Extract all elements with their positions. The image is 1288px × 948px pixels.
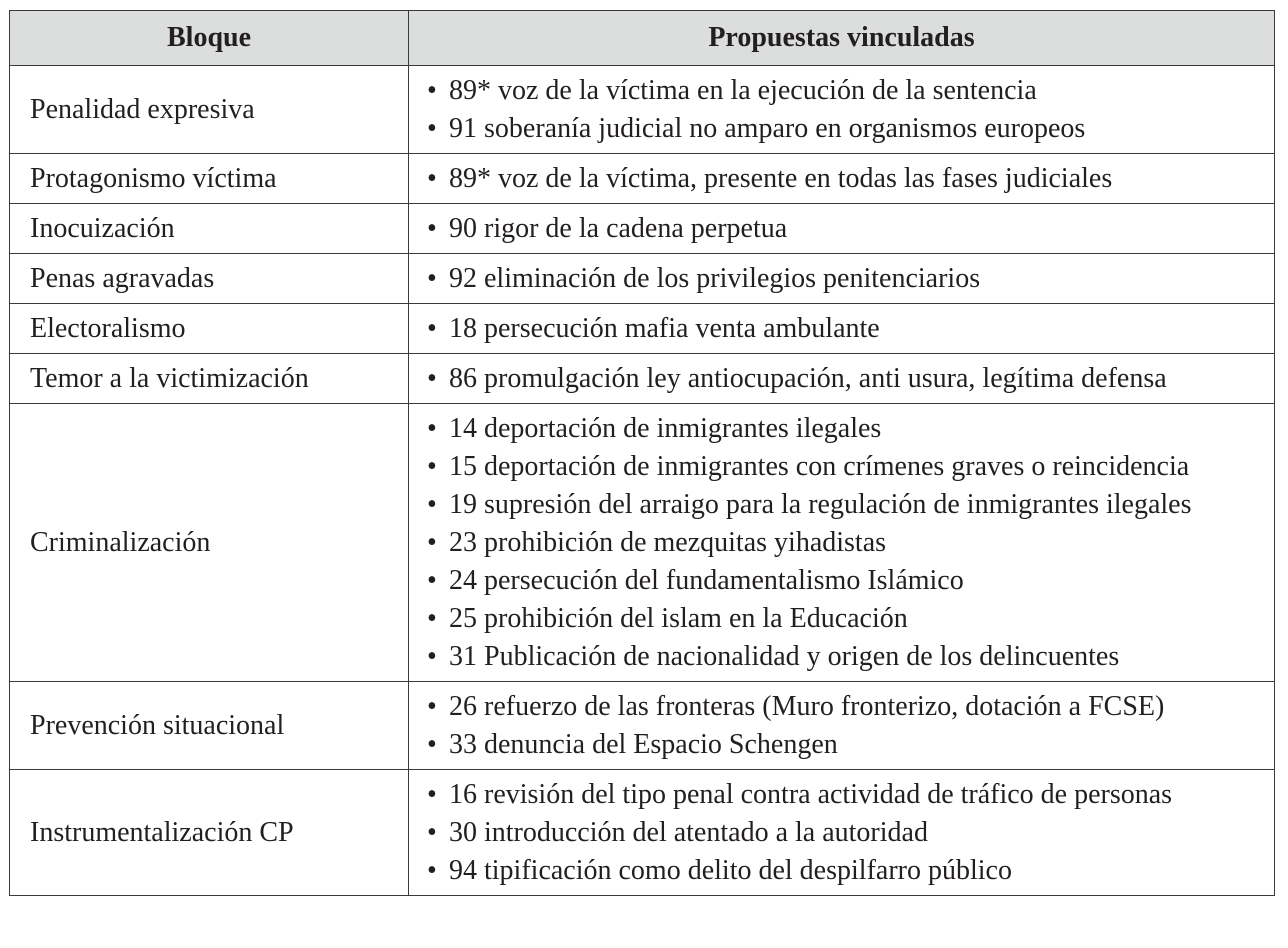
propuestas-list bbox=[427, 410, 1274, 676]
bullet-icon: • bbox=[427, 779, 437, 810]
propuestas-cell bbox=[409, 354, 1275, 404]
table-body bbox=[10, 66, 1275, 896]
bullet-icon: • bbox=[427, 363, 437, 394]
propuesta-text: 90 rigor de la cadena perpetua bbox=[449, 213, 788, 244]
bloque-cell: Penalidad expresiva bbox=[10, 66, 409, 154]
table-row bbox=[10, 204, 1275, 254]
bullet-icon: • bbox=[427, 489, 437, 520]
propuesta-text: 33 denuncia del Espacio Schengen bbox=[449, 729, 838, 760]
table-row bbox=[10, 304, 1275, 354]
propuesta-text: 91 soberanía judicial no amparo en organismos europeos bbox=[449, 113, 1086, 144]
propuestas-cell bbox=[409, 304, 1275, 354]
propuestas-cell bbox=[409, 204, 1275, 254]
bullet-icon: • bbox=[427, 113, 437, 144]
list-item bbox=[427, 486, 1274, 524]
propuesta-text: 25 prohibición del islam en la Educación bbox=[449, 603, 908, 634]
propuestas-list bbox=[427, 776, 1274, 890]
list-item bbox=[427, 72, 1274, 110]
list-item bbox=[427, 638, 1274, 676]
propuestas-cell bbox=[409, 404, 1275, 682]
propuesta-text: 86 promulgación ley antiocupación, anti usura, legítima defensa bbox=[449, 363, 1167, 394]
propuesta-text: 24 persecución del fundamentalismo Islámico bbox=[449, 565, 964, 596]
table-row bbox=[10, 66, 1275, 154]
bullet-icon: • bbox=[427, 527, 437, 558]
propuesta-text: 16 revisión del tipo penal contra actividad de tráfico de personas bbox=[449, 779, 1173, 810]
bullet-icon: • bbox=[427, 817, 437, 848]
table-row bbox=[10, 354, 1275, 404]
list-item bbox=[427, 448, 1274, 486]
bloque-cell: Inocuización bbox=[10, 204, 409, 254]
bullet-icon: • bbox=[427, 163, 437, 194]
propuesta-text: 30 introducción del atentado a la autoridad bbox=[449, 817, 928, 848]
bloque-cell: Instrumentalización CP bbox=[10, 770, 409, 896]
table-row bbox=[10, 770, 1275, 896]
list-item bbox=[427, 814, 1274, 852]
table-row bbox=[10, 404, 1275, 682]
bullet-icon: • bbox=[427, 213, 437, 244]
bloque-cell: Protagonismo víctima bbox=[10, 154, 409, 204]
propuesta-text: 31 Publicación de nacionalidad y origen de los delincuentes bbox=[449, 641, 1120, 672]
list-item bbox=[427, 410, 1274, 448]
bullet-icon: • bbox=[427, 451, 437, 482]
policy-table bbox=[9, 10, 1275, 896]
propuestas-cell bbox=[409, 770, 1275, 896]
bullet-icon: • bbox=[427, 413, 437, 444]
header-propuestas: Propuestas vinculadas bbox=[409, 11, 1275, 66]
bullet-icon: • bbox=[427, 729, 437, 760]
list-item bbox=[427, 260, 1274, 298]
propuestas-list bbox=[427, 360, 1274, 398]
propuestas-list bbox=[427, 160, 1274, 198]
table-row bbox=[10, 682, 1275, 770]
propuestas-list bbox=[427, 260, 1274, 298]
bullet-icon: • bbox=[427, 313, 437, 344]
list-item bbox=[427, 360, 1274, 398]
table-row bbox=[10, 254, 1275, 304]
propuesta-text: 23 prohibición de mezquitas yihadistas bbox=[449, 527, 887, 558]
propuestas-list bbox=[427, 310, 1274, 348]
bullet-icon: • bbox=[427, 263, 437, 294]
list-item bbox=[427, 310, 1274, 348]
propuestas-list bbox=[427, 72, 1274, 148]
bullet-icon: • bbox=[427, 641, 437, 672]
bullet-icon: • bbox=[427, 855, 437, 886]
propuesta-text: 89* voz de la víctima, presente en todas las fases judiciales bbox=[449, 163, 1113, 194]
bloque-cell: Prevención situacional bbox=[10, 682, 409, 770]
list-item bbox=[427, 160, 1274, 198]
header-row bbox=[10, 11, 1275, 66]
list-item bbox=[427, 110, 1274, 148]
bullet-icon: • bbox=[427, 603, 437, 634]
propuestas-cell bbox=[409, 154, 1275, 204]
list-item bbox=[427, 562, 1274, 600]
propuesta-text: 18 persecución mafia venta ambulante bbox=[449, 313, 880, 344]
propuesta-text: 92 eliminación de los privilegios penitenciarios bbox=[449, 263, 981, 294]
propuesta-text: 26 refuerzo de las fronteras (Muro fronterizo, dotación a FCSE) bbox=[449, 691, 1165, 722]
bloque-cell: Penas agravadas bbox=[10, 254, 409, 304]
bullet-icon: • bbox=[427, 75, 437, 106]
bloque-cell: Criminalización bbox=[10, 404, 409, 682]
propuesta-text: 15 deportación de inmigrantes con crímenes graves o reincidencia bbox=[449, 451, 1190, 482]
propuestas-list bbox=[427, 688, 1274, 764]
table-row bbox=[10, 154, 1275, 204]
propuesta-text: 14 deportación de inmigrantes ilegales bbox=[449, 413, 882, 444]
propuesta-text: 19 supresión del arraigo para la regulación de inmigrantes ilegales bbox=[449, 489, 1192, 520]
propuestas-list bbox=[427, 210, 1274, 248]
list-item bbox=[427, 776, 1274, 814]
propuestas-cell bbox=[409, 66, 1275, 154]
bullet-icon: • bbox=[427, 691, 437, 722]
list-item bbox=[427, 852, 1274, 890]
propuesta-text: 94 tipificación como delito del despilfarro público bbox=[449, 855, 1012, 886]
header-bloque: Bloque bbox=[10, 11, 409, 66]
bullet-icon: • bbox=[427, 565, 437, 596]
propuestas-cell bbox=[409, 682, 1275, 770]
list-item bbox=[427, 524, 1274, 562]
list-item bbox=[427, 210, 1274, 248]
list-item bbox=[427, 600, 1274, 638]
list-item bbox=[427, 688, 1274, 726]
bloque-cell: Electoralismo bbox=[10, 304, 409, 354]
bloque-cell: Temor a la victimización bbox=[10, 354, 409, 404]
list-item bbox=[427, 726, 1274, 764]
propuestas-cell bbox=[409, 254, 1275, 304]
propuesta-text: 89* voz de la víctima en la ejecución de la sentencia bbox=[449, 75, 1037, 106]
